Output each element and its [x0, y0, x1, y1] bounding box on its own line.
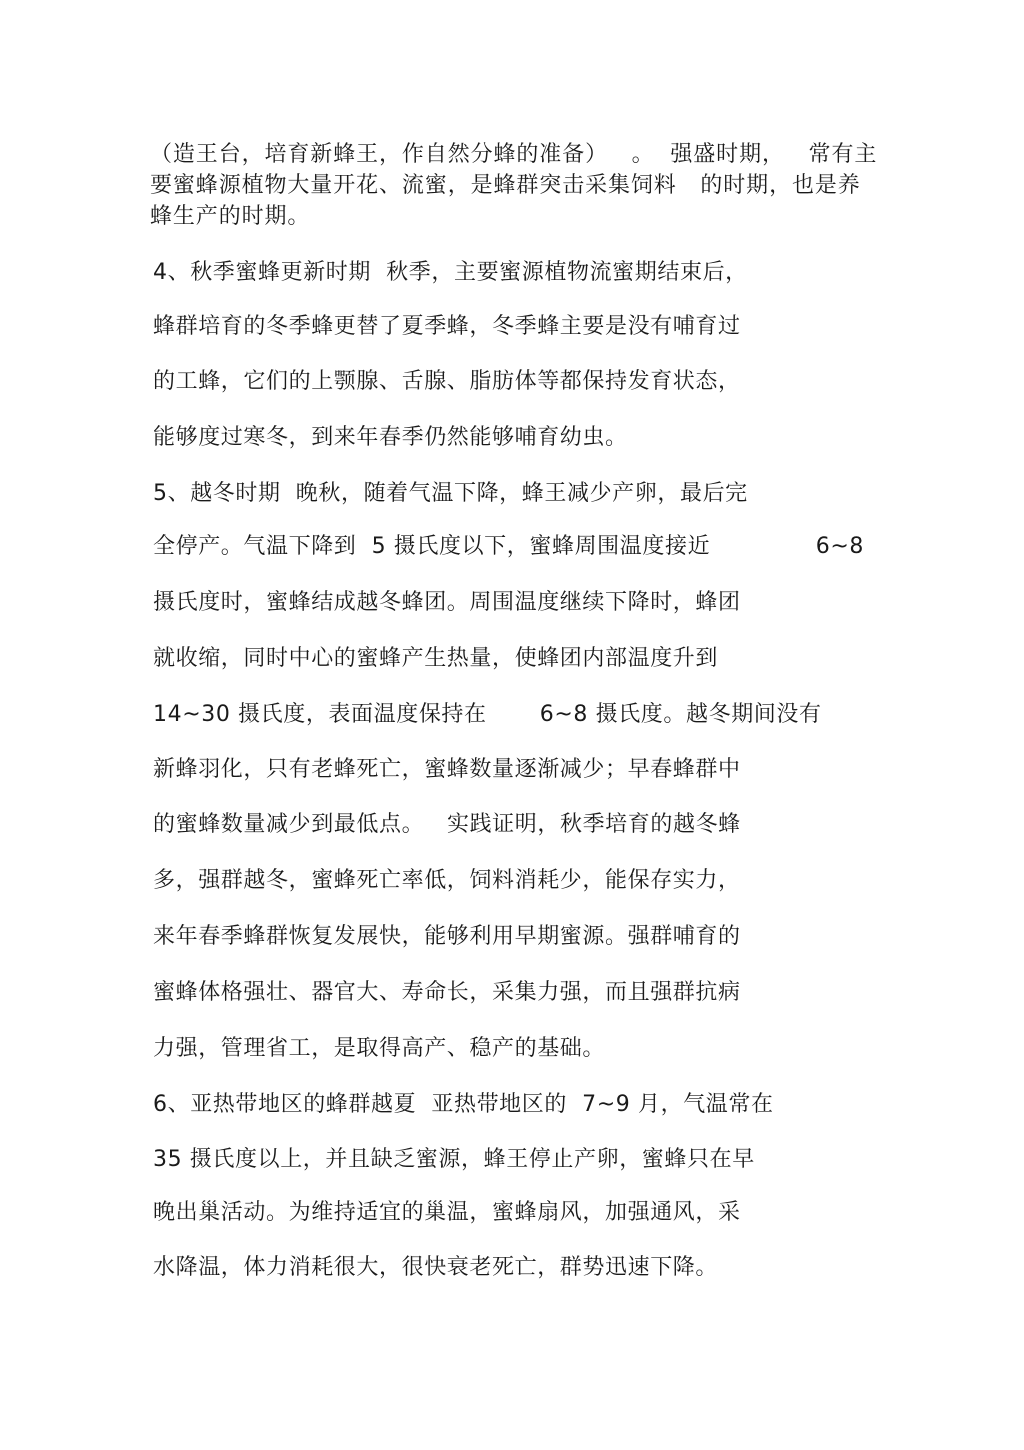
text-line: 蜂生产的时期。 [150, 204, 311, 229]
text-line-right-value: 6~8 [815, 534, 864, 559]
section-5-heading-line: 5、越冬时期 晚秋，随着气温下降，蜂王减少产卵，最后完 [153, 481, 748, 506]
text-line: 来年春季蜂群恢复发展快，能够利用早期蜜源。强群哺育的 [153, 924, 741, 949]
section-6-heading-line: 6、亚热带地区的蜂群越夏 亚热带地区的 7~9 月，气温常在 [153, 1092, 774, 1117]
text-line: 蜜蜂体格强壮、器官大、寿命长，采集力强，而且强群抗病 [153, 980, 741, 1005]
text-line: 全停产。气温下降到 5 摄氏度以下，蜜蜂周围温度接近 [153, 534, 711, 559]
section-4-heading-line: 4、秋季蜜蜂更新时期 秋季，主要蜜源植物流蜜期结束后， [153, 260, 748, 285]
text-line: 要蜜蜂源植物大量开花、流蜜，是蜂群突击采集饲料 的时期，也是养 [150, 173, 861, 198]
text-line: 蜂群培育的冬季蜂更替了夏季蜂，冬季蜂主要是没有哺育过 [153, 314, 741, 339]
text-line: 晚出巢活动。为维持适宜的巢温，蜜蜂扇风，加强通风，采 [153, 1200, 741, 1225]
text-line: 35 摄氏度以上，并且缺乏蜜源，蜂王停止产卵，蜜蜂只在早 [153, 1147, 755, 1172]
text-line: 的工蜂，它们的上颚腺、舌腺、脂肪体等都保持发育状态， [153, 369, 741, 394]
text-line: 就收缩，同时中心的蜜蜂产生热量，使蜂团内部温度升到 [153, 646, 719, 671]
text-line: 多，强群越冬，蜜蜂死亡率低，饲料消耗少，能保存实力， [153, 868, 741, 893]
text-line: 摄氏度时，蜜蜂结成越冬蜂团。周围温度继续下降时，蜂团 [153, 590, 741, 615]
text-line: 的蜜蜂数量减少到最低点。 实践证明，秋季培育的越冬蜂 [153, 812, 741, 837]
text-line: 力强，管理省工，是取得高产、稳产的基础。 [153, 1036, 606, 1061]
text-line: 水降温，体力消耗很大，很快衰老死亡，群势迅速下降。 [153, 1255, 719, 1280]
text-line: 能够度过寒冬，到来年春季仍然能够哺育幼虫。 [153, 425, 628, 450]
text-line: 14~30 摄氏度，表面温度保持在 6~8 摄氏度。越冬期间没有 [153, 702, 822, 727]
text-line: （造王台，培育新蜂王，作自然分蜂的准备） 。 强盛时期， 常有主 [150, 142, 878, 167]
text-line: 新蜂羽化，只有老蜂死亡，蜜蜂数量逐渐减少；早春蜂群中 [153, 757, 741, 782]
